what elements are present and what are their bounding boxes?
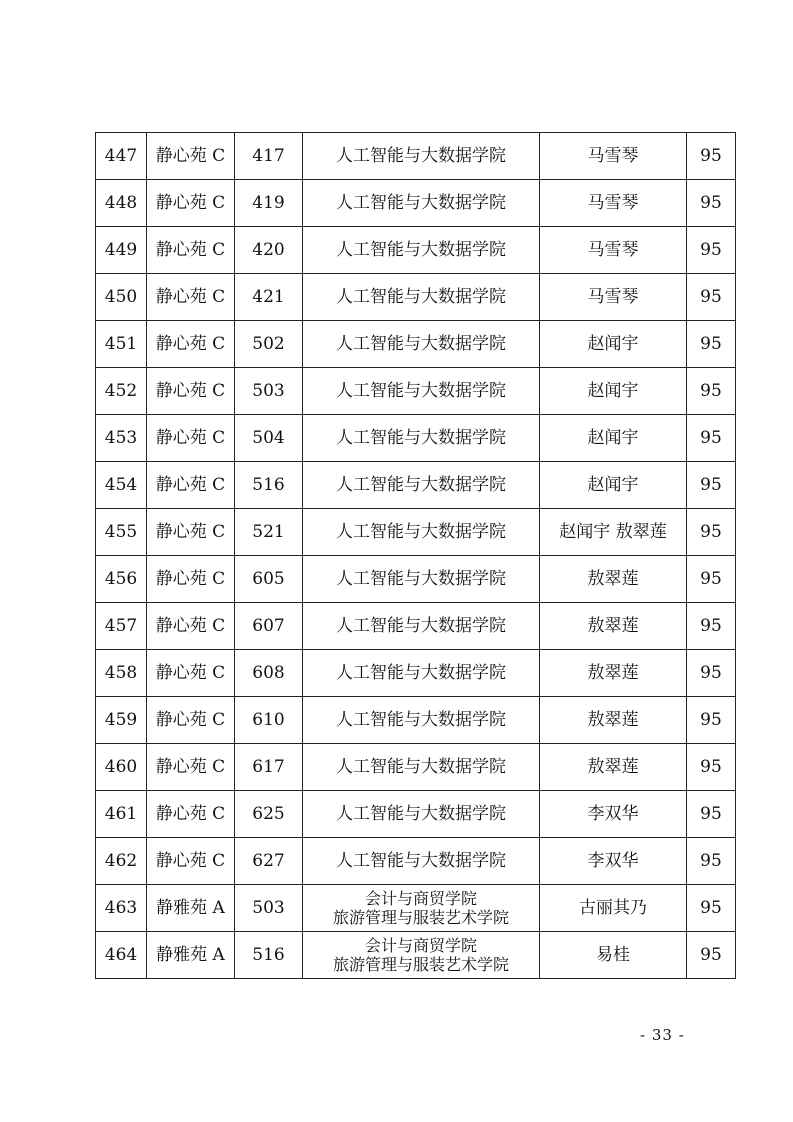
room-cell: 608 bbox=[235, 650, 303, 697]
college-name: 人工智能与大数据学院 bbox=[336, 710, 506, 730]
college-name: 人工智能与大数据学院 bbox=[336, 287, 506, 307]
building-cell: 静雅苑 A bbox=[147, 885, 235, 932]
score-cell: 95 bbox=[687, 133, 736, 180]
college-name: 人工智能与大数据学院 bbox=[336, 334, 506, 354]
score-cell: 95 bbox=[687, 744, 736, 791]
score-cell: 95 bbox=[687, 932, 736, 979]
college-cell bbox=[303, 885, 540, 932]
row-number-cell: 460 bbox=[96, 744, 147, 791]
table-row bbox=[96, 509, 736, 556]
college-name: 人工智能与大数据学院 bbox=[336, 146, 506, 166]
college-name: 会计与商贸学院 bbox=[364, 936, 477, 955]
building-cell: 静心苑 C bbox=[147, 838, 235, 885]
score-cell: 95 bbox=[687, 885, 736, 932]
row-number-cell: 450 bbox=[96, 274, 147, 321]
table-row bbox=[96, 415, 736, 462]
row-number-cell: 452 bbox=[96, 368, 147, 415]
room-cell: 610 bbox=[235, 697, 303, 744]
college-cell bbox=[303, 415, 540, 462]
building-cell: 静心苑 C bbox=[147, 180, 235, 227]
score-cell: 95 bbox=[687, 462, 736, 509]
score-cell: 95 bbox=[687, 415, 736, 462]
college-cell bbox=[303, 744, 540, 791]
score-cell: 95 bbox=[687, 509, 736, 556]
room-cell: 605 bbox=[235, 556, 303, 603]
staff-cell: 赵闻宇 bbox=[540, 321, 687, 368]
room-cell: 420 bbox=[235, 227, 303, 274]
college-name: 人工智能与大数据学院 bbox=[336, 663, 506, 683]
building-cell: 静心苑 C bbox=[147, 415, 235, 462]
staff-cell: 马雪琴 bbox=[540, 180, 687, 227]
row-number-cell: 451 bbox=[96, 321, 147, 368]
building-cell: 静心苑 C bbox=[147, 744, 235, 791]
row-number-cell: 461 bbox=[96, 791, 147, 838]
score-cell: 95 bbox=[687, 650, 736, 697]
college-name: 旅游管理与服装艺术学院 bbox=[332, 908, 509, 927]
college-cell bbox=[303, 133, 540, 180]
college-name: 人工智能与大数据学院 bbox=[336, 381, 506, 401]
table-row bbox=[96, 650, 736, 697]
row-number-cell: 454 bbox=[96, 462, 147, 509]
row-number-cell: 462 bbox=[96, 838, 147, 885]
row-number-cell: 448 bbox=[96, 180, 147, 227]
table-row bbox=[96, 885, 736, 932]
table-row bbox=[96, 556, 736, 603]
table-row bbox=[96, 133, 736, 180]
dormitory-score-table bbox=[95, 132, 736, 979]
college-cell bbox=[303, 509, 540, 556]
row-number-cell: 447 bbox=[96, 133, 147, 180]
building-cell: 静心苑 C bbox=[147, 556, 235, 603]
college-name: 人工智能与大数据学院 bbox=[336, 616, 506, 636]
building-cell: 静心苑 C bbox=[147, 697, 235, 744]
table-row bbox=[96, 321, 736, 368]
row-number-cell: 457 bbox=[96, 603, 147, 650]
room-cell: 617 bbox=[235, 744, 303, 791]
building-cell: 静心苑 C bbox=[147, 603, 235, 650]
table-row bbox=[96, 932, 736, 979]
college-name: 人工智能与大数据学院 bbox=[336, 193, 506, 213]
score-cell: 95 bbox=[687, 838, 736, 885]
score-cell: 95 bbox=[687, 227, 736, 274]
college-name: 人工智能与大数据学院 bbox=[336, 240, 506, 260]
score-cell: 95 bbox=[687, 180, 736, 227]
table-row bbox=[96, 603, 736, 650]
room-cell: 502 bbox=[235, 321, 303, 368]
room-cell: 607 bbox=[235, 603, 303, 650]
college-name: 人工智能与大数据学院 bbox=[336, 428, 506, 448]
staff-cell: 李双华 bbox=[540, 791, 687, 838]
score-cell: 95 bbox=[687, 556, 736, 603]
college-cell bbox=[303, 932, 540, 979]
college-name: 旅游管理与服装艺术学院 bbox=[332, 955, 509, 974]
college-cell bbox=[303, 227, 540, 274]
staff-cell: 赵闻宇 敖翠莲 bbox=[540, 509, 687, 556]
score-cell: 95 bbox=[687, 603, 736, 650]
staff-cell: 赵闻宇 bbox=[540, 462, 687, 509]
college-cell bbox=[303, 180, 540, 227]
staff-cell: 敖翠莲 bbox=[540, 650, 687, 697]
table-row bbox=[96, 274, 736, 321]
row-number-cell: 453 bbox=[96, 415, 147, 462]
page-number: - 33 - bbox=[640, 1026, 685, 1044]
score-cell: 95 bbox=[687, 368, 736, 415]
score-cell: 95 bbox=[687, 791, 736, 838]
row-number-cell: 456 bbox=[96, 556, 147, 603]
room-cell: 504 bbox=[235, 415, 303, 462]
building-cell: 静心苑 C bbox=[147, 368, 235, 415]
college-cell bbox=[303, 368, 540, 415]
college-cell bbox=[303, 274, 540, 321]
row-number-cell: 464 bbox=[96, 932, 147, 979]
table-row bbox=[96, 838, 736, 885]
college-cell bbox=[303, 603, 540, 650]
staff-cell: 马雪琴 bbox=[540, 274, 687, 321]
college-cell bbox=[303, 556, 540, 603]
college-name: 人工智能与大数据学院 bbox=[336, 569, 506, 589]
score-cell: 95 bbox=[687, 321, 736, 368]
staff-cell: 李双华 bbox=[540, 838, 687, 885]
staff-cell: 马雪琴 bbox=[540, 133, 687, 180]
staff-cell: 赵闻宇 bbox=[540, 415, 687, 462]
college-name: 人工智能与大数据学院 bbox=[336, 757, 506, 777]
row-number-cell: 459 bbox=[96, 697, 147, 744]
score-cell: 95 bbox=[687, 697, 736, 744]
college-name: 人工智能与大数据学院 bbox=[336, 851, 506, 871]
building-cell: 静心苑 C bbox=[147, 462, 235, 509]
room-cell: 503 bbox=[235, 368, 303, 415]
staff-cell: 敖翠莲 bbox=[540, 744, 687, 791]
college-cell bbox=[303, 462, 540, 509]
table-body bbox=[96, 133, 736, 979]
college-name: 会计与商贸学院 bbox=[364, 889, 477, 908]
table-row bbox=[96, 227, 736, 274]
building-cell: 静心苑 C bbox=[147, 791, 235, 838]
college-cell bbox=[303, 838, 540, 885]
college-cell bbox=[303, 791, 540, 838]
staff-cell: 马雪琴 bbox=[540, 227, 687, 274]
room-cell: 419 bbox=[235, 180, 303, 227]
room-cell: 516 bbox=[235, 462, 303, 509]
building-cell: 静心苑 C bbox=[147, 321, 235, 368]
table-row bbox=[96, 180, 736, 227]
college-name: 人工智能与大数据学院 bbox=[336, 475, 506, 495]
college-cell bbox=[303, 697, 540, 744]
college-name: 人工智能与大数据学院 bbox=[336, 804, 506, 824]
room-cell: 516 bbox=[235, 932, 303, 979]
college-name: 人工智能与大数据学院 bbox=[336, 522, 506, 542]
college-cell bbox=[303, 650, 540, 697]
score-cell: 95 bbox=[687, 274, 736, 321]
building-cell: 静心苑 C bbox=[147, 133, 235, 180]
room-cell: 521 bbox=[235, 509, 303, 556]
staff-cell: 赵闻宇 bbox=[540, 368, 687, 415]
room-cell: 627 bbox=[235, 838, 303, 885]
table-row bbox=[96, 697, 736, 744]
building-cell: 静雅苑 A bbox=[147, 932, 235, 979]
staff-cell: 敖翠莲 bbox=[540, 556, 687, 603]
table-row bbox=[96, 368, 736, 415]
building-cell: 静心苑 C bbox=[147, 509, 235, 556]
college-cell bbox=[303, 321, 540, 368]
row-number-cell: 463 bbox=[96, 885, 147, 932]
table-row bbox=[96, 791, 736, 838]
room-cell: 625 bbox=[235, 791, 303, 838]
row-number-cell: 449 bbox=[96, 227, 147, 274]
room-cell: 503 bbox=[235, 885, 303, 932]
row-number-cell: 458 bbox=[96, 650, 147, 697]
staff-cell: 敖翠莲 bbox=[540, 697, 687, 744]
staff-cell: 敖翠莲 bbox=[540, 603, 687, 650]
building-cell: 静心苑 C bbox=[147, 227, 235, 274]
staff-cell: 古丽其乃 bbox=[540, 885, 687, 932]
row-number-cell: 455 bbox=[96, 509, 147, 556]
building-cell: 静心苑 C bbox=[147, 650, 235, 697]
table-row bbox=[96, 744, 736, 791]
staff-cell: 易桂 bbox=[540, 932, 687, 979]
room-cell: 417 bbox=[235, 133, 303, 180]
table-row bbox=[96, 462, 736, 509]
building-cell: 静心苑 C bbox=[147, 274, 235, 321]
room-cell: 421 bbox=[235, 274, 303, 321]
